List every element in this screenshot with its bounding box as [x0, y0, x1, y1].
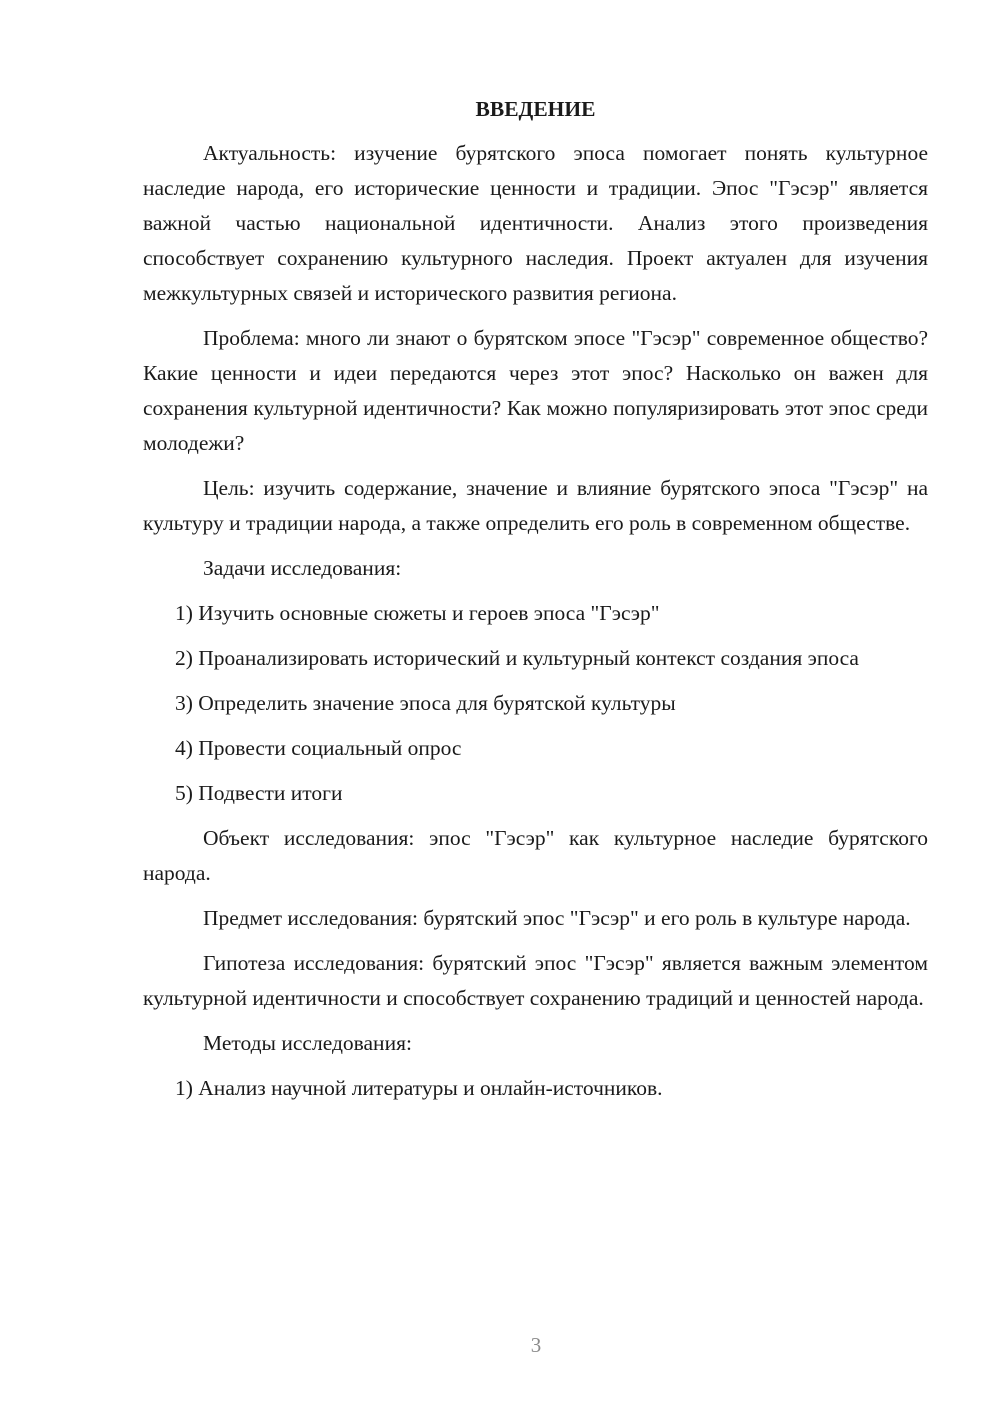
document-body [143, 92, 928, 1106]
task-item-3: 3) Определить значение эпоса для бурятской культуры [175, 691, 676, 715]
page-title: ВВЕДЕНИЕ [475, 97, 596, 121]
task-item-1: 1) Изучить основные сюжеты и героев эпоса "Гэсэр" [175, 601, 660, 625]
goal-paragraph: Цель: изучить содержание, значение и влияние бурятского эпоса "Гэсэр" на культуру и традиции народа, а также определить его роль в современном обществе. [143, 476, 928, 535]
task-item-5: 5) Подвести итоги [175, 781, 343, 805]
task-item-4: 4) Провести социальный опрос [175, 736, 462, 760]
object-paragraph: Объект исследования: эпос "Гэсэр" как культурное наследие бурятского народа. [143, 826, 928, 885]
problem-paragraph: Проблема: много ли знают о бурятском эпосе "Гэсэр" современное общество? Какие ценности и идеи передаются через этот эпос? Насколько он важен для сохранения культурной идентичности? Как можно популяризировать этот эпос среди молодежи? [143, 326, 928, 455]
tasks-heading: Задачи исследования: [203, 556, 402, 580]
task-item-2: 2) Проанализировать исторический и культурный контекст создания эпоса [175, 646, 859, 670]
methods-heading: Методы исследования: [203, 1031, 412, 1055]
hypothesis-paragraph: Гипотеза исследования: бурятский эпос "Гэсэр" является важным элементом культурной идентичности и способствует сохранению традиций и ценностей народа. [143, 951, 928, 1010]
method-item-1: 1) Анализ научной литературы и онлайн-источников. [175, 1076, 663, 1100]
subject-paragraph: Предмет исследования: бурятский эпос "Гэсэр" и его роль в культуре народа. [203, 906, 911, 930]
page-number: 3 [530, 1333, 542, 1357]
relevance-paragraph: Актуальность: изучение бурятского эпоса помогает понять культурное наследие народа, его исторические ценности и традиции. Эпос "Гэсэр" является важной частью национальной идентичности. Анализ этого произведения способствует сохранению культурного наследия. Проект актуален для изучения межкультурных связей и исторического развития региона. [143, 141, 928, 305]
